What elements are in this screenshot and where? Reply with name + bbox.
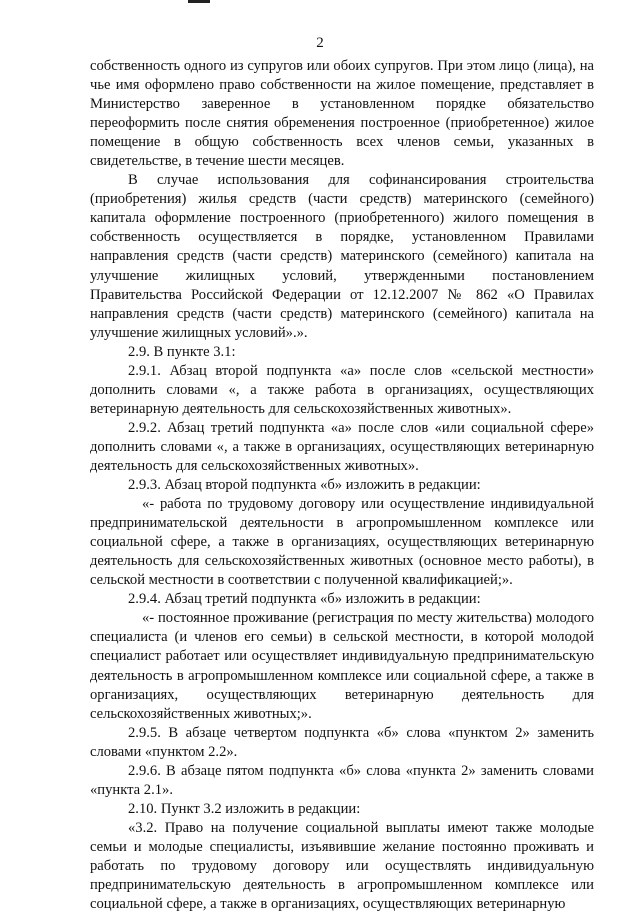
scan-mark [188, 0, 210, 3]
paragraph-2-9-4-quote: «- постоянное проживание (регистрация по месту жительства) молодого специалиста (и членов его семьи) в сельской местности, в которой молодой специалист работает или осуществляет индивидуальную предпринимательскую деятельность в агропромышленном комплексе или социальной сфере, а также в организациях, осуществляющих ветеринарную деятельность для сельскохозяйственных животных;». [90, 610, 594, 722]
paragraph-continuation: собственность одного из супругов или обоих супругов. При этом лицо (лица), на чье имя оформлено право собственности на жилое помещение, представляет в Министерство заверенное в установленном порядке обязательство переоформить после снятия обременения построенное (приобретенное) жилое помещение в общую собственность всех членов семьи, указанных в свидетельстве, в течение шести месяцев. [90, 58, 594, 170]
page-number: 2 [316, 35, 324, 51]
paragraph-maternity-capital: В случае использования для софинансирования строительства (приобретения) жилья средств (части средств) материнского (семейного) капитала оформление построенного (приобретенного) жилого помещения в собственность осуществляется в порядке, установленном Правилами направления средств (части средств) материнского (семейного) капитала на улучшение жилищных условий, утвержденными постановлением Правительства Российской Федерации от 12.12.2007 № 862 «О Правилах направления средств (части средств) материнского (семейного) капитала на улучшение жилищных условий».». [90, 172, 594, 341]
paragraph-2-9-2: 2.9.2. Абзац третий подпункта «а» после слов «или социальной сфере» дополнить словами «, а также в организациях, осуществляющих ветеринарную деятельность для сельскохозяйственных животных». [90, 419, 594, 474]
paragraph-3-2-quote: «3.2. Право на получение социальной выплаты имеют также молодые семьи и молодые специалисты, изъявившие желание постоянно проживать и работать по трудовому договору или осуществлять индивидуальную предпринимательскую деятельность в агропромышленном комплексе или социальной сфере, а также в организациях, осуществляющих ветеринарную [90, 819, 594, 913]
paragraph-2-10: 2.10. Пункт 3.2 изложить в редакции: [128, 800, 361, 817]
paragraph-2-9-4: 2.9.4. Абзац третий подпункта «б» изложить в редакции: [128, 591, 481, 608]
paragraph-2-9-1: 2.9.1. Абзац второй подпункта «а» после слов «сельской местности» дополнить словами «, а также работа в организациях, осуществляющих ветеринарную деятельность для сельскохозяйственных животных». [90, 362, 594, 417]
document-body [90, 57, 594, 914]
paragraph-2-9: 2.9. В пункте 3.1: [128, 343, 236, 360]
paragraph-2-9-6: 2.9.6. В абзаце пятом подпункта «б» слова «пункта 2» заменить словами «пункта 2.1». [90, 762, 594, 798]
paragraph-2-9-5: 2.9.5. В абзаце четвертом подпункта «б» слова «пунктом 2» заменить словами «пунктом 2.2». [90, 724, 594, 760]
paragraph-2-9-3-quote: «- работа по трудовому договору или осуществление индивидуальной предпринимательской деятельности в агропромышленном комплексе или социальной сфере, а также в организациях, осуществляющих ветеринарную деятельность для сельскохозяйственных животных (основное место работы), в сельской местности в соответствии с полученной квалификацией;». [90, 496, 594, 589]
paragraph-2-9-3: 2.9.3. Абзац второй подпункта «б» изложить в редакции: [128, 477, 481, 494]
